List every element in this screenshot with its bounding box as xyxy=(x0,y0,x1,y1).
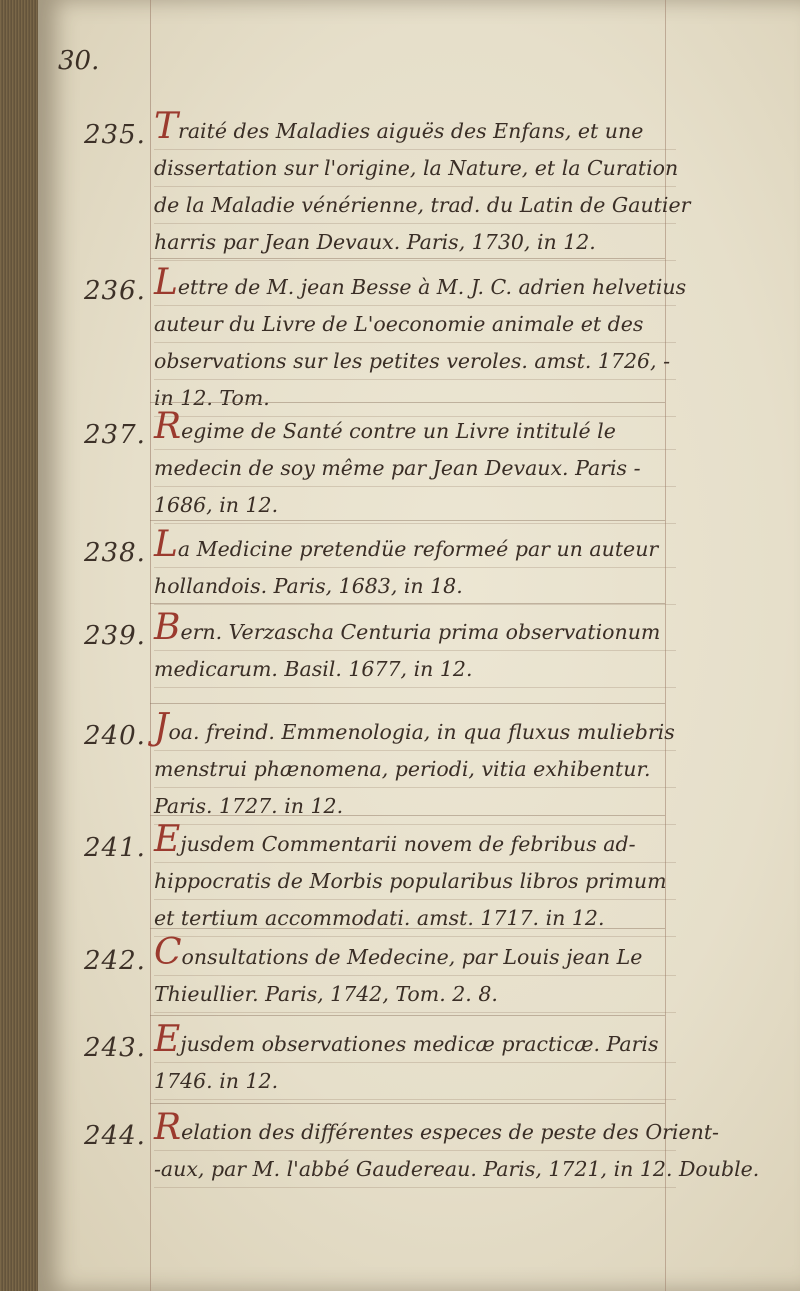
entry-text xyxy=(154,406,676,524)
entry-line xyxy=(154,262,687,306)
manuscript-page xyxy=(38,0,800,1291)
entry-initial: L xyxy=(154,524,178,565)
entry-number: 236. xyxy=(84,276,146,306)
entry-line-text: onsultations de Medecine, par Louis jean Le xyxy=(181,945,643,969)
entry-line xyxy=(154,707,676,751)
entry-separator xyxy=(150,402,665,403)
entry-line: 1746. in 12. xyxy=(154,1063,676,1100)
entry-line xyxy=(154,932,676,976)
entry-text xyxy=(154,524,676,605)
entry-line: harris par Jean Devaux. Paris, 1730, in 12. xyxy=(154,224,676,261)
entry-line: medicarum. Basil. 1677, in 12. xyxy=(154,651,676,688)
entry-number: 235. xyxy=(84,120,146,150)
entry-number: 237. xyxy=(84,420,146,450)
entry-initial: E xyxy=(154,1019,181,1060)
entry-line xyxy=(154,1107,719,1151)
entry-initial: R xyxy=(154,1107,182,1148)
entry-line xyxy=(154,607,676,651)
entry-initial: C xyxy=(154,932,182,973)
entry-number: 243. xyxy=(84,1033,146,1063)
entry-line-text: raité des Maladies aiguës des Enfans, et une xyxy=(178,119,644,143)
entry-separator xyxy=(150,258,665,259)
entry-number: 244. xyxy=(84,1121,146,1151)
entry-line: -aux, par M. l'abbé Gaudereau. Paris, 1721, in 12. Double. xyxy=(154,1151,676,1188)
entry-line-text: egime de Santé contre un Livre intitulé le xyxy=(181,419,616,443)
entry-separator xyxy=(150,815,665,816)
entry-line-text: a Medicine pretendüe reformeé par un auteur xyxy=(177,537,659,561)
entry-line-text: oa. freind. Emmenologia, in qua fluxus muliebris xyxy=(168,720,675,744)
entry-separator xyxy=(150,520,665,521)
page-number: 30. xyxy=(58,46,100,76)
entry-number: 241. xyxy=(84,833,146,863)
entry-separator xyxy=(150,928,665,929)
entry-line-text: ern. Verzascha Centuria prima observationum xyxy=(180,620,661,644)
entry-separator xyxy=(150,603,665,604)
entry-text xyxy=(154,932,676,1013)
entry-line-text: jusdem Commentarii novem de febribus ad- xyxy=(180,832,636,856)
page-edges xyxy=(0,0,40,1291)
entry-separator xyxy=(150,1015,665,1016)
entry-line: auteur du Livre de L'oeconomie animale et des xyxy=(154,306,676,343)
entry-line: de la Maladie vénérienne, trad. du Latin de Gautier xyxy=(154,187,676,224)
entry-separator xyxy=(150,703,665,704)
entry-line: hippocratis de Morbis popularibus libros primum xyxy=(154,863,676,900)
entry-line: observations sur les petites veroles. amst. 1726, - xyxy=(154,343,676,380)
entry-text xyxy=(154,1019,676,1100)
entry-number: 242. xyxy=(84,946,146,976)
entry-number: 238. xyxy=(84,538,146,568)
entry-line xyxy=(154,819,676,863)
entry-line: menstrui phænomena, periodi, vitia exhibentur. xyxy=(154,751,676,788)
left-margin-rule xyxy=(150,0,151,1291)
entry-text xyxy=(154,1107,760,1188)
entry-line xyxy=(154,1019,676,1063)
entry-line: medecin de soy même par Jean Devaux. Paris - xyxy=(154,450,676,487)
entry-initial: E xyxy=(154,819,181,860)
entry-text xyxy=(154,106,691,261)
entry-line xyxy=(154,406,676,450)
entry-line: Paris. 1727. in 12. xyxy=(154,788,676,825)
entry-line: et tertium accommodati. amst. 1717. in 12. xyxy=(154,900,676,937)
entry-initial: T xyxy=(154,106,179,147)
entry-number: 240. xyxy=(84,721,146,751)
entry-line: 1686, in 12. xyxy=(154,487,676,524)
entry-text xyxy=(154,819,676,937)
entry-initial: B xyxy=(154,607,181,648)
entry-text xyxy=(154,262,687,417)
entry-line: dissertation sur l'origine, la Nature, et la Curation xyxy=(154,150,676,187)
entry-line: hollandois. Paris, 1683, in 18. xyxy=(154,568,676,605)
entry-line-text: jusdem observationes medicæ practicæ. Paris xyxy=(180,1032,659,1056)
entry-line-text: ettre de M. jean Besse à M. J. C. adrien helvetius xyxy=(177,275,687,299)
entry-initial: R xyxy=(154,406,182,447)
entry-line-text: elation des différentes especes de peste des Orient- xyxy=(181,1120,719,1144)
entry-initial: L xyxy=(154,262,178,303)
entry-line: Thieullier. Paris, 1742, Tom. 2. 8. xyxy=(154,976,676,1013)
entry-text xyxy=(154,707,676,825)
entry-text xyxy=(154,607,676,688)
entry-line xyxy=(154,524,676,568)
entry-number: 239. xyxy=(84,621,146,651)
entry-separator xyxy=(150,1103,665,1104)
entry-initial: J xyxy=(154,707,169,748)
entry-line xyxy=(154,106,676,150)
entry-line: in 12. Tom. xyxy=(154,380,676,417)
